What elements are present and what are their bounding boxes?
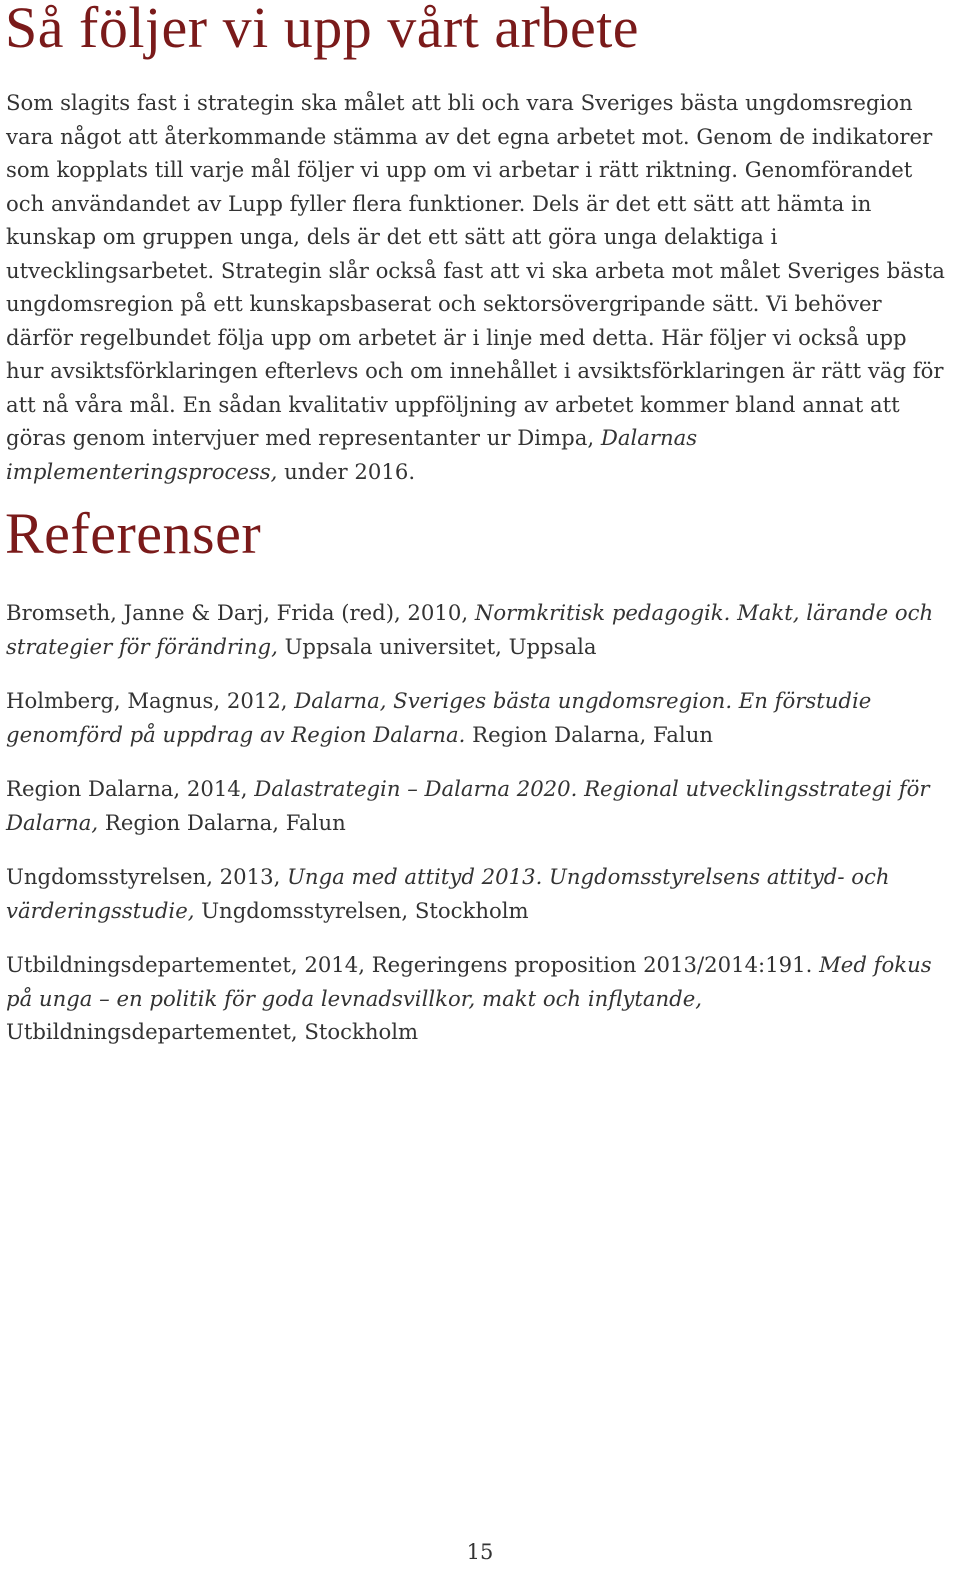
section-title: Så följer vi upp vårt arbete	[5, 0, 640, 60]
body-text-segment: under 2016.	[277, 458, 416, 484]
reference-italic: Unga med attityd 2013. Ungdomsstyrelsens attityd- och värderingsstudie,	[6, 864, 890, 923]
reference-item	[6, 596, 946, 663]
reference-plain: Region Dalarna, 2014,	[6, 776, 255, 801]
references-list	[6, 596, 946, 1070]
reference-plain: Holmberg, Magnus, 2012,	[6, 688, 295, 713]
reference-italic: Normkritisk pedagogik. Makt, lärande och strategier för förändring,	[6, 600, 934, 659]
body-text	[6, 86, 946, 488]
reference-italic: Dalarna, Sveriges bästa ungdomsregion. En förstudie genomförd på uppdrag av Region Dalarna.	[6, 688, 872, 747]
reference-plain: Ungdomsstyrelsen, 2013,	[6, 864, 288, 889]
reference-plain: Region Dalarna, Falun	[465, 721, 713, 747]
reference-item	[6, 684, 946, 751]
references-title: Referenser	[5, 501, 262, 566]
reference-italic: Dalastrategin – Dalarna 2020. Regional utvecklingsstrategi för Dalarna,	[6, 776, 930, 835]
reference-plain: Uppsala universitet, Uppsala	[277, 633, 597, 659]
body-text-segment: Som slagits fast i strategin ska målet att bli och vara Sveriges bästa ungdomsregion vara något att återkommande stämma av det egna arbetet mot. Genom de indikatorer som kopplats till varje mål följer vi upp om vi arbetar i rätt riktning. Genomförandet och användandet av Lupp fyller flera funktioner. Dels är det ett sätt att hämta in kunskap om gruppen unga, dels är det ett sätt att göra unga delaktiga i utvecklingsarbetet. Strategin slår också fast att vi ska arbeta mot målet Sveriges bästa ungdomsregion på ett kunskapsbaserat och sektorsövergripande sätt. Vi behöver därför regelbundet följa upp om arbetet är i linje med detta. Här följer vi också upp hur avsiktsförklaringen efterlevs och om innehållet i avsiktsförklaringen är rätt väg för att nå våra mål. En sådan kvalitativ uppföljning av arbetet kommer bland annat att göras genom intervjuer med representanter ur Dimpa,	[6, 90, 945, 450]
reference-item	[6, 948, 946, 1049]
reference-plain: Bromseth, Janne & Darj, Frida (red), 2010,	[6, 600, 475, 625]
body-paragraph	[6, 86, 946, 488]
reference-item	[6, 772, 946, 839]
reference-italic: Med fokus på unga – en politik för goda levnadsvillkor, makt och inflytande,	[6, 952, 932, 1011]
page-number: 15	[466, 1540, 494, 1564]
reference-plain: Region Dalarna, Falun	[98, 809, 346, 835]
reference-plain: Ungdomsstyrelsen, Stockholm	[194, 897, 529, 923]
reference-plain: Utbildningsdepartementet, 2014, Regeringens proposition 2013/2014:191.	[6, 952, 820, 977]
body-text-italic: Dalarnas implementeringsprocess,	[6, 425, 698, 484]
reference-item	[6, 860, 946, 927]
reference-plain: Utbildningsdepartementet, Stockholm	[6, 1019, 419, 1044]
